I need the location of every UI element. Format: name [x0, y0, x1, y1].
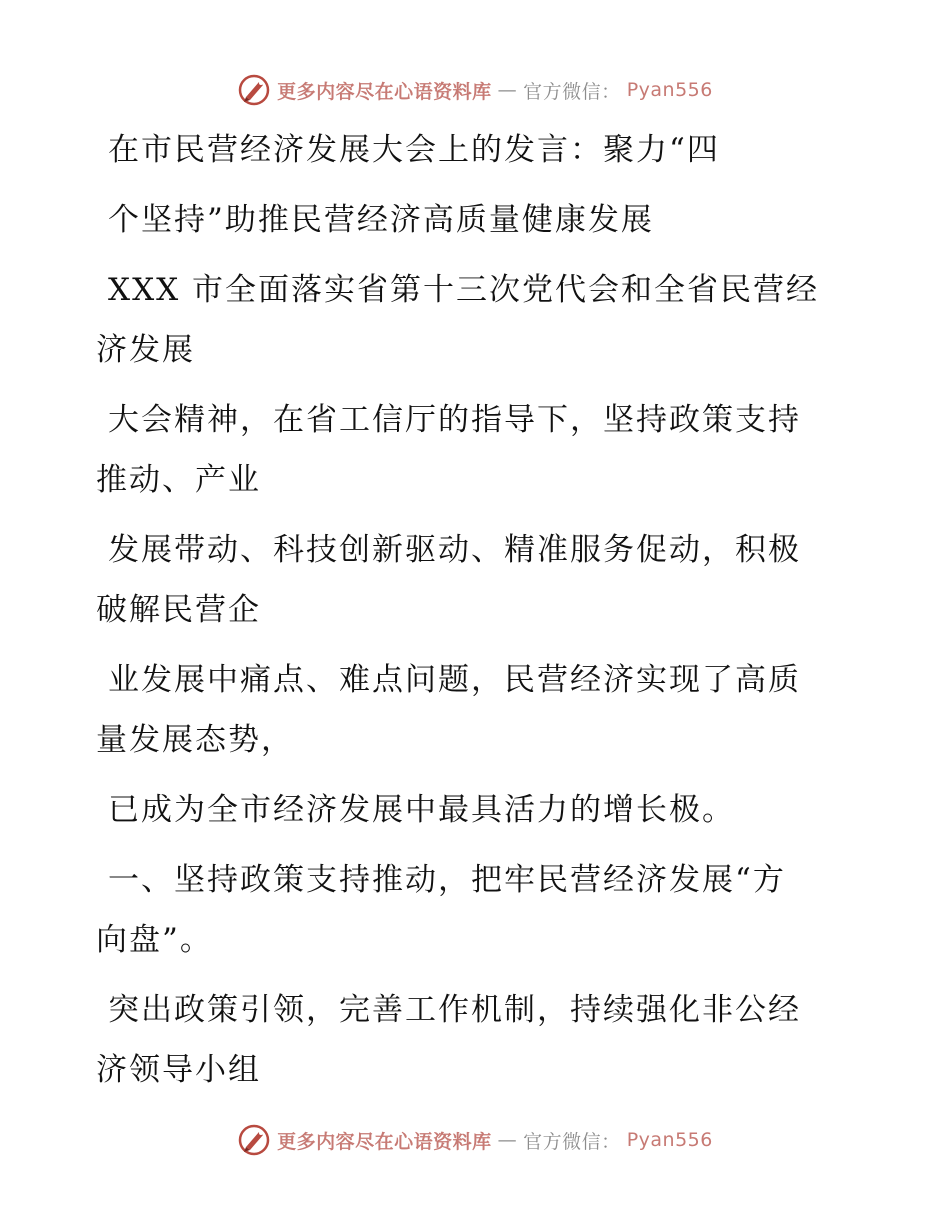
section-heading-line: 一、坚持政策支持推动，把牢民营经济发展“方	[108, 862, 786, 898]
paragraph-line: 发展带动、科技创新驱动、精准服务促动，积极	[108, 532, 801, 568]
pen-logo-icon	[237, 1123, 271, 1157]
watermark-wechat-label: 官方微信：	[523, 1130, 621, 1153]
watermark-wechat-label: 官方微信：	[523, 80, 621, 103]
header-watermark	[0, 70, 950, 110]
watermark-separator: —	[497, 1129, 518, 1151]
paragraph-line: 已成为全市经济发展中最具活力的增长极。	[108, 792, 735, 828]
paragraph-line: 突出政策引领，完善工作机制，持续强化非公经	[108, 992, 801, 1028]
pen-logo-icon	[237, 73, 271, 107]
paragraph-line: 量发展态势，	[96, 722, 294, 758]
title-line-1: 在市民营经济发展大会上的发言：聚力“四	[108, 132, 720, 168]
paragraph-line: 业发展中痛点、难点问题，民营经济实现了高质	[108, 662, 801, 698]
paragraph-line: 推动、产业	[96, 462, 261, 498]
paragraph-line: 破解民营企	[96, 592, 261, 628]
watermark-text: 更多内容尽在心语资料库	[277, 80, 492, 103]
footer-watermark	[0, 1120, 950, 1160]
watermark-account: Pyan556	[626, 1129, 713, 1151]
watermark-text: 更多内容尽在心语资料库	[277, 1130, 492, 1153]
paragraph-line: 济领导小组	[96, 1052, 261, 1088]
paragraph-line: 济发展	[96, 332, 195, 368]
paragraph-line: 大会精神，在省工信厅的指导下，坚持政策支持	[108, 402, 801, 438]
section-heading-line: 向盘”。	[96, 922, 213, 958]
document-body	[96, 120, 836, 1100]
paragraph-line: XXX 市全面落实省第十三次党代会和全省民营经	[108, 272, 820, 308]
watermark-account: Pyan556	[626, 79, 713, 101]
title-line-2: 个坚持”助推民营经济高质量健康发展	[108, 202, 654, 238]
watermark-separator: —	[497, 79, 518, 101]
